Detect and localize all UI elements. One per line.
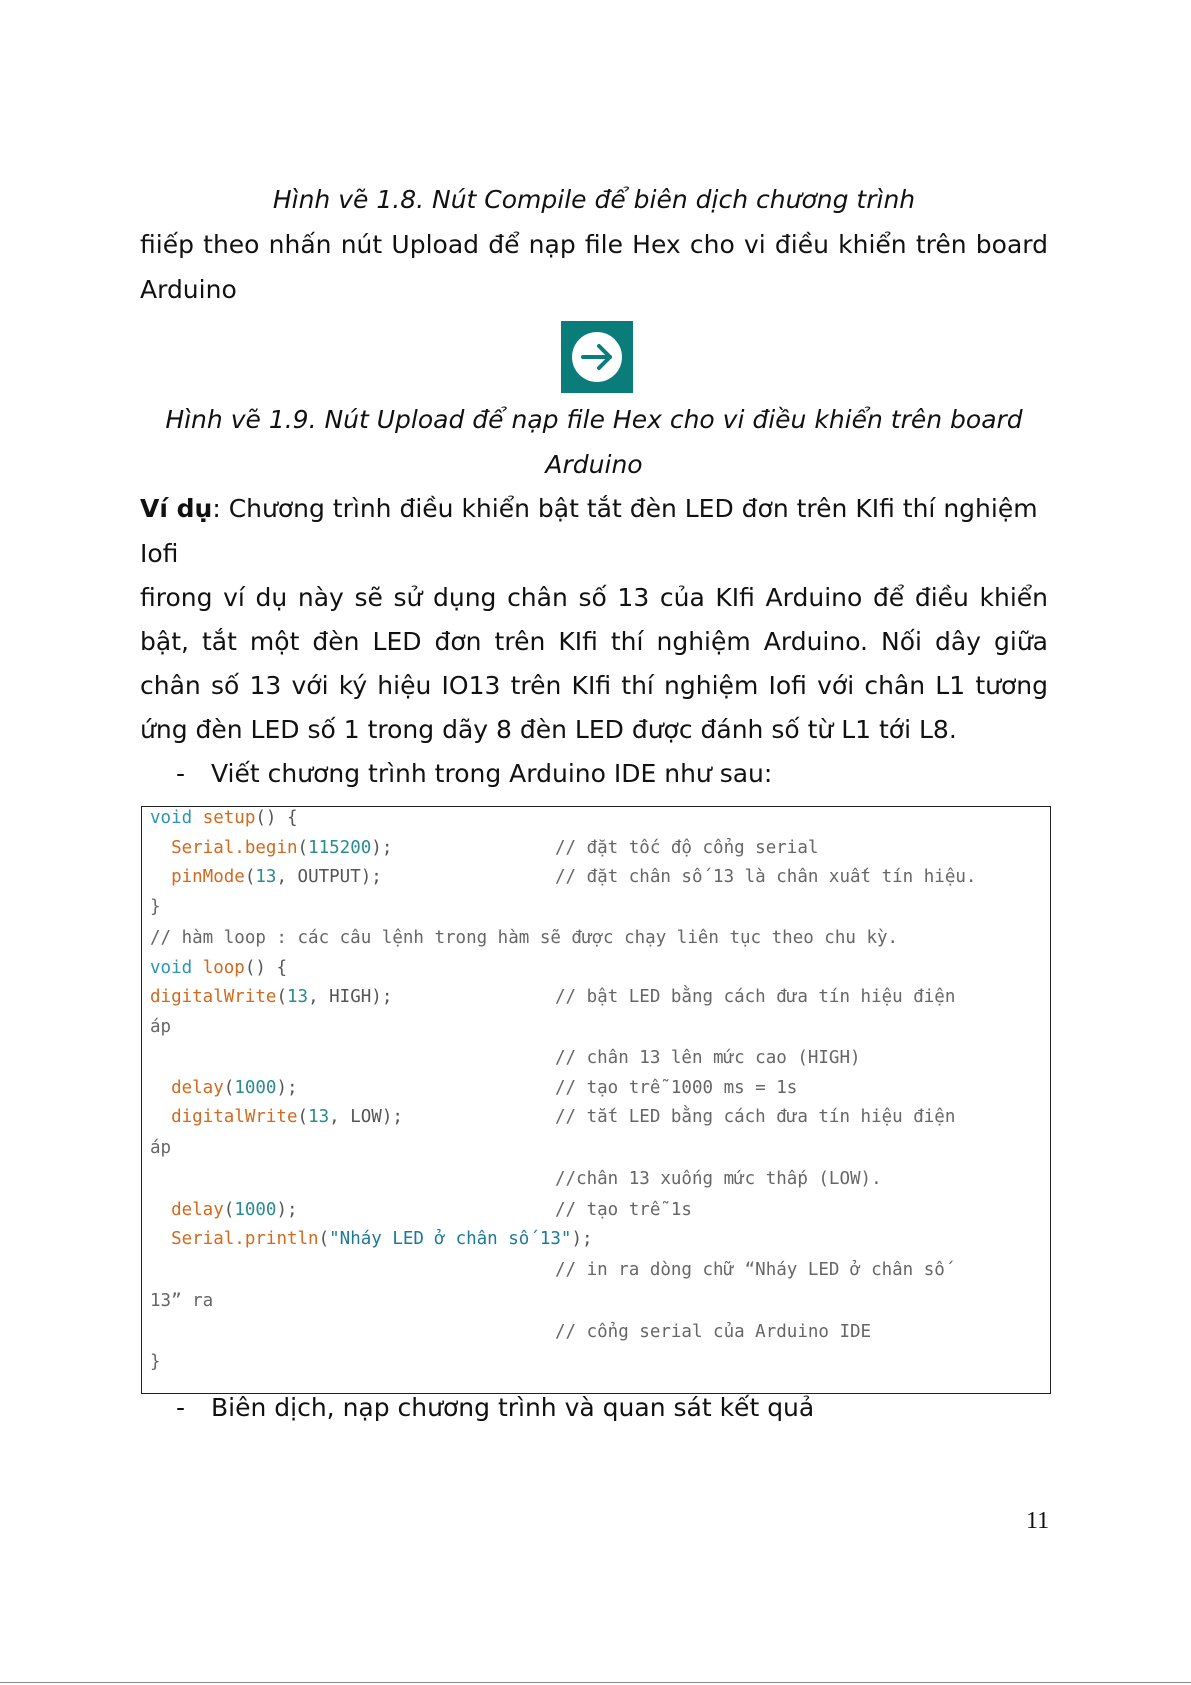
paragraph-line: ứng đèn LED số 1 trong dãy 8 đèn LED được đánh số từ L1 tới L8. [140,715,957,744]
page-bottom-rule [0,1682,1191,1683]
bullet-item: Viết chương trình trong Arduino IDE như sau: [211,759,773,788]
code-line: digitalWrite(13, LOW); [171,1107,403,1127]
code-comment: // tắt LED bằng cách đưa tín hiệu điện [555,1107,956,1127]
code-line: digitalWrite(13, HIGH); [150,987,393,1007]
code-line: void setup() { [150,808,298,828]
example-label: Ví dụ [140,494,213,523]
bullet-item: Biên dịch, nạp chương trình và quan sát kết quả [211,1393,815,1422]
example-heading [140,493,1048,525]
code-line: void loop() { [150,958,288,978]
code-comment: // tạo trễ 1s [555,1200,692,1220]
code-comment: // cổng serial của Arduino IDE [555,1322,872,1342]
page-number: 11 [1026,1508,1050,1534]
bullet-dash: - [176,1393,186,1422]
upload-button-image [561,321,633,393]
code-line: Serial.begin(115200); [171,838,393,858]
code-line: } [150,897,161,917]
paragraph-line: Iofi [140,539,179,568]
paragraph-line: Arduino [140,275,237,304]
code-comment: //chân 13 xuống mức thấp (LOW). [555,1169,882,1189]
arrow-right-circle-icon [570,330,624,384]
code-line: áp [150,1017,172,1037]
figure-caption-1-8: Hình vẽ 1.8. Nút Compile để biên dịch chương trình [272,185,916,214]
code-line: } [150,1352,161,1372]
code-comment: // in ra dòng chữ “Nháy LED ở chân số [555,1260,945,1280]
code-line: 13” ra [150,1291,214,1311]
code-comment: // chân 13 lên mức cao (HIGH) [555,1048,861,1068]
code-line: pinMode(13, OUTPUT); [171,867,382,887]
paragraph-line: chân số 13 với ký hiệu IO13 trên KIfi thí nghiệm Iofi với chân L1 tương [140,671,1048,700]
code-line: áp [150,1138,172,1158]
paragraph-line: firong ví dụ này sẽ sử dụng chân số 13 của KIfi Arduino để điều khiển [140,583,1048,612]
code-comment: // đặt chân số 13 là chân xuất tín hiệu. [555,867,977,887]
code-line: delay(1000); [171,1078,298,1098]
code-block [141,806,1051,1394]
figure-caption-1-9-cont: Arduino [545,450,643,479]
paragraph-line: bật, tắt một đèn LED đơn trên KIfi thí nghiệm Arduino. Nối dây giữa [140,627,1048,656]
code-comment: // tạo trễ 1000 ms = 1s [555,1078,798,1098]
code-comment: // hàm loop : các câu lệnh trong hàm sẽ được chạy liên tục theo chu kỳ. [150,928,899,948]
code-comment: // đặt tốc độ cổng serial [555,838,819,858]
bullet-dash: - [176,759,186,788]
figure-caption-1-9: Hình vẽ 1.9. Nút Upload để nạp file Hex cho vi điều khiển trên board [165,405,1023,434]
example-text: : Chương trình điều khiển bật tắt đèn LED đơn trên KIfi thí nghiệm [212,494,1038,523]
paragraph-line: fiiếp theo nhấn nút Upload để nạp file Hex cho vi điều khiển trên board [140,230,1048,259]
code-line: Serial.println("Nháy LED ở chân số 13"); [171,1229,593,1249]
code-line: delay(1000); [171,1200,298,1220]
code-comment: // bật LED bằng cách đưa tín hiệu điện [555,987,956,1007]
